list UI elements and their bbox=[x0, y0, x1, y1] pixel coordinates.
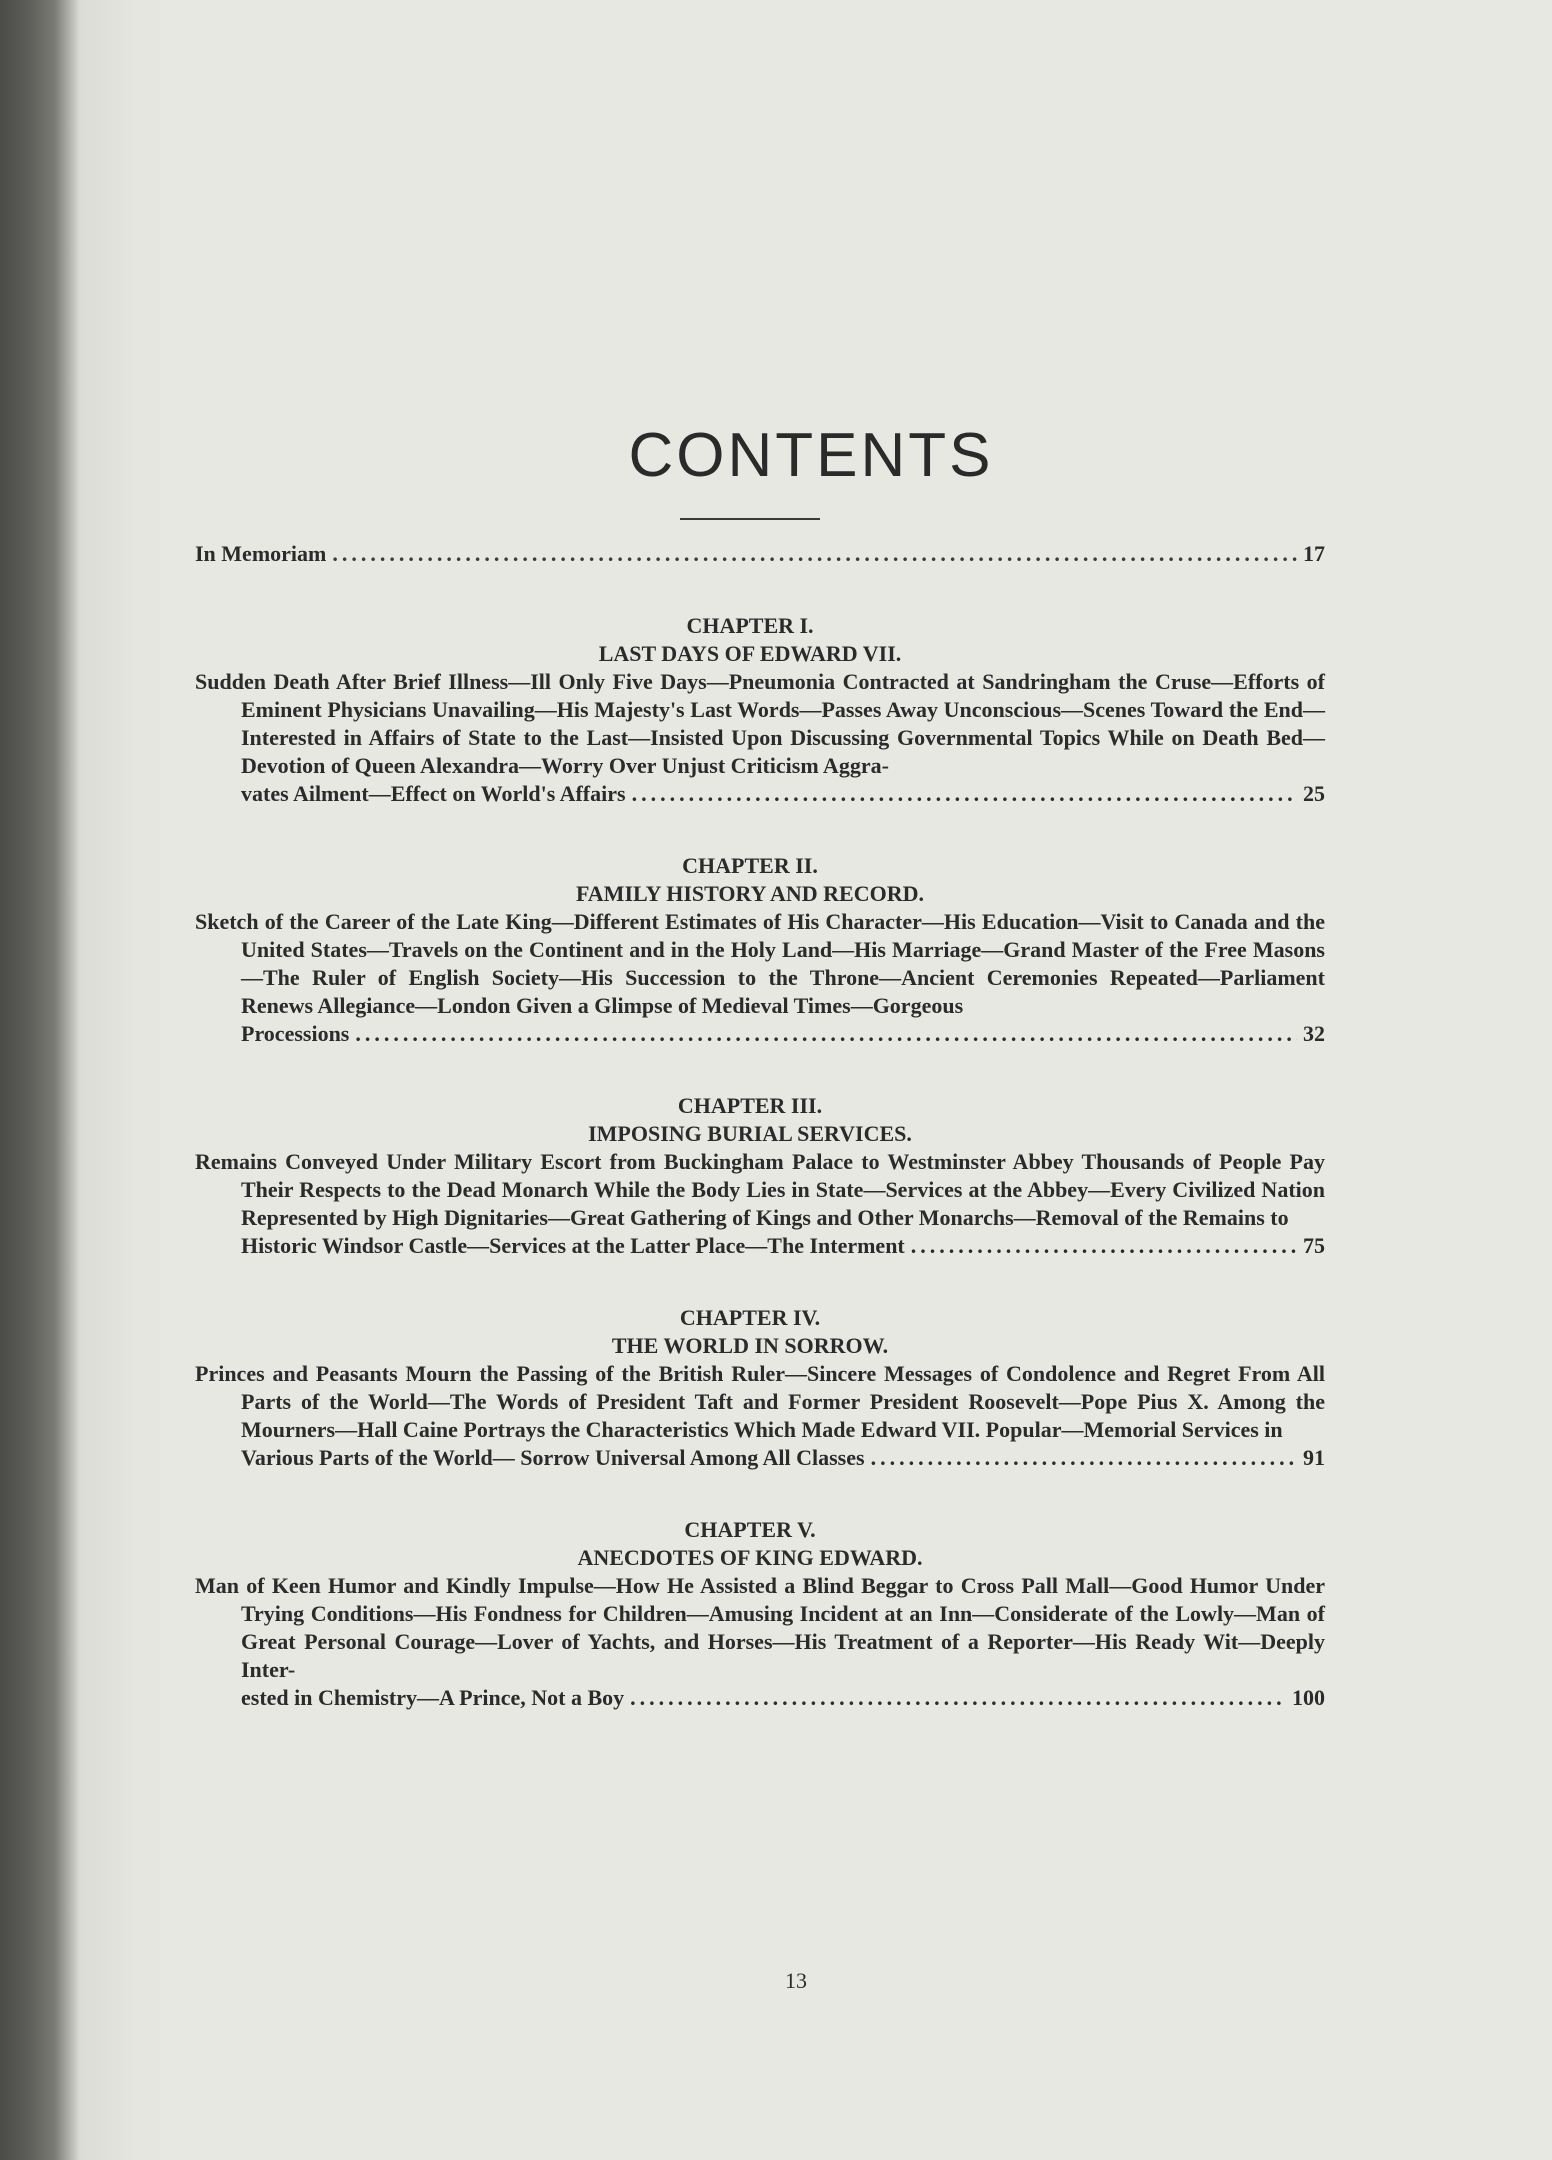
summary-end: Various Parts of the World— Sorrow Universal Among All Classes bbox=[241, 1445, 865, 1470]
toc-chapter-2[interactable] bbox=[195, 852, 1325, 1048]
chapter-number: CHAPTER II. bbox=[682, 853, 818, 878]
page-number: 75 bbox=[1303, 1233, 1325, 1258]
binding-shadow bbox=[0, 0, 80, 2160]
chapter-number: CHAPTER V. bbox=[684, 1517, 816, 1542]
summary-end: Historic Windsor Castle—Services at the Latter Place—The Interment bbox=[241, 1233, 905, 1258]
page-number: 32 bbox=[1303, 1021, 1325, 1046]
chapter-summary-last-line bbox=[195, 1020, 1325, 1048]
chapter-summary-last-line bbox=[195, 1232, 1325, 1260]
summary-end: vates Ailment—Effect on World's Affairs bbox=[241, 781, 626, 806]
page-number: 100 bbox=[1292, 1685, 1325, 1710]
chapter-title: THE WORLD IN SORROW. bbox=[611, 1333, 889, 1358]
leader-dots bbox=[911, 1232, 1297, 1260]
page-number: 25 bbox=[1303, 781, 1325, 806]
chapter-number: CHAPTER IV. bbox=[679, 1305, 821, 1330]
page-number: 91 bbox=[1303, 1445, 1325, 1470]
page-title: CONTENTS bbox=[628, 421, 994, 490]
page-number: 17 bbox=[1303, 541, 1325, 566]
toc-chapter-4[interactable] bbox=[195, 1304, 1325, 1472]
entry-label: In Memoriam bbox=[195, 541, 327, 566]
chapter-title: FAMILY HISTORY AND RECORD. bbox=[575, 881, 924, 906]
chapter-summary-last-line bbox=[195, 1444, 1325, 1472]
toc-entry-memoriam[interactable] bbox=[195, 540, 1325, 568]
leader-dots bbox=[630, 1684, 1286, 1712]
leader-dots bbox=[632, 780, 1297, 808]
toc-chapter-1[interactable] bbox=[195, 612, 1325, 808]
leader-dots bbox=[871, 1444, 1297, 1472]
chapter-summary: Princes and Peasants Mourn the Passing of the British Ruler—Sincere Messages of Condolence and Regret From All Parts of the World—The Words of President Taft and Former President Roosevelt—Pope Pius X. Among the Mourners—Hall Caine Portrays the Characteristics Which Made Edward VII. Popular—Memorial Services in bbox=[195, 1361, 1325, 1442]
chapter-summary: Remains Conveyed Under Military Escort from Buckingham Palace to Westminster Abbey Thousands of People Pay Their Respects to the Dead Monarch While the Body Lies in State—Services at the Abbey—Every Civilized Nation Represented by High Dignitaries—Great Gathering of Kings and Other Monarchs—Removal of the Remains to bbox=[195, 1149, 1325, 1230]
chapter-number: CHAPTER I. bbox=[686, 613, 814, 638]
table-of-contents bbox=[195, 540, 1325, 1712]
chapter-summary-last-line bbox=[195, 780, 1325, 808]
page-sheet bbox=[160, 0, 1552, 2160]
toc-chapter-3[interactable] bbox=[195, 1092, 1325, 1260]
leader-dots bbox=[355, 1020, 1297, 1048]
chapter-summary: Sudden Death After Brief Illness—Ill Only Five Days—Pneumonia Contracted at Sandringham the Cruse—Efforts of Eminent Physicians Unavailing—His Majesty's Last Words—Passes Away Unconscious—Scenes Toward the End—Interested in Affairs of State to the Last—Insisted Upon Discussing Governmental Topics While on Death Bed—Devotion of Queen Alexandra—Worry Over Unjust Criticism Aggra- bbox=[195, 669, 1325, 778]
chapter-title: IMPOSING BURIAL SERVICES. bbox=[588, 1121, 912, 1146]
chapter-summary-last-line bbox=[195, 1684, 1325, 1712]
summary-end: Processions bbox=[241, 1021, 350, 1046]
chapter-summary: Man of Keen Humor and Kindly Impulse—How He Assisted a Blind Beggar to Cross Pall Mall—Good Humor Under Trying Conditions—His Fondness for Children—Amusing Incident at an Inn—Considerate of the Lowly—Man of Great Personal Courage—Lover of Yachts, and Horses—His Treatment of a Reporter—His Ready Wit—Deeply Inter- bbox=[195, 1573, 1325, 1682]
folio-page-number: 13 bbox=[785, 1968, 807, 1993]
chapter-title: ANECDOTES OF KING EDWARD. bbox=[577, 1545, 923, 1570]
leader-dots bbox=[332, 540, 1297, 568]
chapter-summary: Sketch of the Career of the Late King—Different Estimates of His Character—His Education—Visit to Canada and the United States—Travels on the Continent and in the Holy Land—His Marriage—Grand Master of the Free Masons—The Ruler of English Society—His Succession to the Throne—Ancient Ceremonies Repeated—Parliament Renews Allegiance—London Given a Glimpse of Medieval Times—Gorgeous bbox=[195, 909, 1325, 1018]
chapter-number: CHAPTER III. bbox=[677, 1093, 823, 1118]
title-rule bbox=[680, 518, 820, 520]
summary-end: ested in Chemistry—A Prince, Not a Boy bbox=[241, 1685, 625, 1710]
toc-chapter-5[interactable] bbox=[195, 1516, 1325, 1712]
chapter-title: LAST DAYS OF EDWARD VII. bbox=[598, 641, 902, 666]
